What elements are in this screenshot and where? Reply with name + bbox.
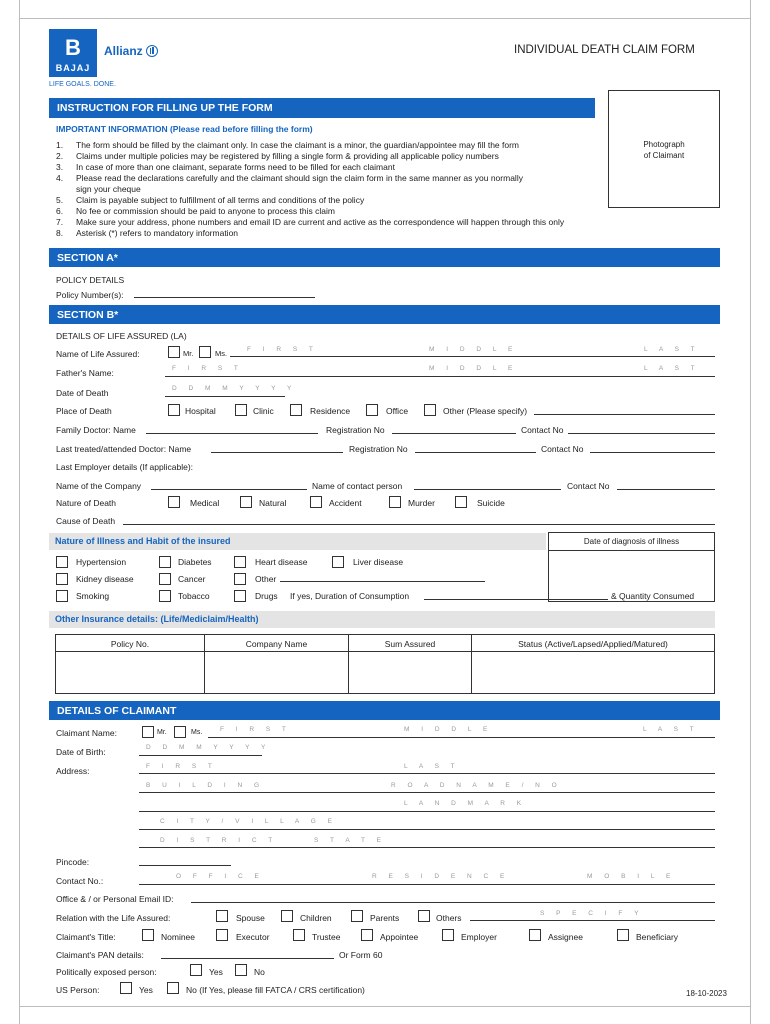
last-doctor-contact-label: Contact No bbox=[541, 444, 584, 454]
office-phone-placeholder: O F F I C E bbox=[176, 873, 264, 880]
drugs-label: Drugs bbox=[255, 591, 278, 601]
address-first-placeholder: F I R S T bbox=[146, 763, 217, 770]
last-doctor-reg-field[interactable] bbox=[415, 452, 536, 453]
city-placeholder: C I T Y / V I L L A G E bbox=[160, 818, 337, 825]
other-illness-label: Other bbox=[255, 574, 277, 584]
la-name-field[interactable] bbox=[230, 356, 715, 357]
murder-checkbox[interactable] bbox=[389, 496, 401, 508]
executor-checkbox[interactable] bbox=[216, 929, 228, 941]
photograph-label-2: of Claimant bbox=[643, 151, 685, 160]
address-line-2[interactable] bbox=[139, 792, 715, 793]
pep-no-label: No bbox=[254, 967, 265, 977]
dob-label: Date of Birth: bbox=[56, 747, 106, 757]
kidney-checkbox[interactable] bbox=[56, 573, 68, 585]
residence-checkbox[interactable] bbox=[290, 404, 302, 416]
last-employer-label: Last Employer details (If applicable): bbox=[56, 462, 194, 472]
other-place-checkbox[interactable] bbox=[424, 404, 436, 416]
pincode-label: Pincode: bbox=[56, 857, 90, 867]
father-name-label: Father's Name: bbox=[56, 368, 114, 378]
family-doctor-contact-field[interactable] bbox=[568, 433, 715, 434]
other-place-label: Other (Please specify) bbox=[443, 406, 528, 416]
other-insurance-heading: Other Insurance details: (Life/Mediclaim/Health) bbox=[49, 611, 715, 628]
policy-no-header: Policy No. bbox=[110, 639, 150, 649]
us-no-checkbox[interactable] bbox=[167, 982, 179, 994]
company-name-cell[interactable] bbox=[205, 635, 349, 694]
beneficiary-label: Beneficiary bbox=[636, 932, 679, 942]
children-checkbox[interactable] bbox=[281, 910, 293, 922]
residence-label: Residence bbox=[310, 406, 351, 416]
diabetes-checkbox[interactable] bbox=[159, 556, 171, 568]
diabetes-label: Diabetes bbox=[178, 557, 212, 567]
frame-top bbox=[19, 18, 751, 19]
specify-placeholder: S P E C I F Y bbox=[540, 910, 644, 917]
clinic-checkbox[interactable] bbox=[235, 404, 247, 416]
dod-placeholder: D D M M Y Y Y Y bbox=[172, 385, 297, 392]
nominee-label: Nominee bbox=[161, 932, 196, 942]
suicide-checkbox[interactable] bbox=[455, 496, 467, 508]
us-yes-checkbox[interactable] bbox=[120, 982, 132, 994]
dob-field[interactable] bbox=[139, 755, 262, 756]
pep-yes-checkbox[interactable] bbox=[190, 964, 202, 976]
title-label: Claimant's Title: bbox=[56, 932, 116, 942]
father-last-placeholder: L A S T bbox=[644, 365, 700, 372]
bajaj-logo-text: BAJAJ bbox=[55, 63, 91, 73]
hypertension-checkbox[interactable] bbox=[56, 556, 68, 568]
contact-no-field[interactable] bbox=[139, 884, 715, 885]
instruction-item: sign your cheque bbox=[76, 184, 141, 194]
claimant-ms-label: Ms. bbox=[191, 729, 203, 736]
employer-contact-field[interactable] bbox=[617, 489, 715, 490]
instruction-item: 4. Please read the declarations carefully and the claimant should sign the claim form in the same manner as you normally bbox=[56, 173, 523, 183]
claimant-middle-placeholder: M I D D L E bbox=[404, 726, 493, 733]
photograph-label: Photograph bbox=[643, 140, 685, 149]
family-doctor-reg-field[interactable] bbox=[392, 433, 516, 434]
other-insurance-table bbox=[55, 634, 715, 694]
address-line-3[interactable] bbox=[139, 811, 715, 812]
us-no-label: No (If Yes, please fill FATCA / CRS certification) bbox=[186, 985, 365, 995]
liver-label: Liver disease bbox=[353, 557, 404, 567]
section-a-heading: SECTION A* bbox=[49, 248, 720, 267]
trustee-checkbox[interactable] bbox=[293, 929, 305, 941]
relation-specify-field[interactable] bbox=[470, 920, 715, 921]
family-doctor-contact-label: Contact No bbox=[521, 425, 564, 435]
hospital-label: Hospital bbox=[185, 406, 216, 416]
state-placeholder: S T A T E bbox=[314, 837, 386, 844]
other-illness-checkbox[interactable] bbox=[234, 573, 246, 585]
claimant-name-label: Claimant Name: bbox=[56, 728, 117, 738]
cancer-label: Cancer bbox=[178, 574, 206, 584]
cause-of-death-label: Cause of Death bbox=[56, 516, 116, 526]
bajaj-logo bbox=[49, 29, 97, 77]
beneficiary-checkbox[interactable] bbox=[617, 929, 629, 941]
company-name-label: Name of the Company bbox=[56, 481, 142, 491]
company-name-field[interactable] bbox=[151, 489, 307, 490]
last-doctor-reg-label: Registration No bbox=[349, 444, 408, 454]
children-label: Children bbox=[300, 913, 332, 923]
mobile-phone-placeholder: M O B I L E bbox=[587, 873, 676, 880]
tobacco-checkbox[interactable] bbox=[159, 590, 171, 602]
relation-label: Relation with the Life Assured: bbox=[56, 913, 171, 923]
road-placeholder: R O A D N A M E / N O bbox=[391, 782, 562, 789]
pan-label: Claimant's PAN details: bbox=[56, 950, 144, 960]
father-middle-placeholder: M I D D L E bbox=[429, 365, 518, 372]
last-doctor-field[interactable] bbox=[211, 452, 343, 453]
drugs-checkbox[interactable] bbox=[234, 590, 246, 602]
parents-label: Parents bbox=[370, 913, 400, 923]
natural-checkbox[interactable] bbox=[240, 496, 252, 508]
illness-heading: Nature of Illness and Habit of the insured bbox=[49, 533, 546, 550]
form60-label: Or Form 60 bbox=[339, 950, 383, 960]
last-doctor-contact-field[interactable] bbox=[590, 452, 715, 453]
trustee-label: Trustee bbox=[312, 932, 341, 942]
policy-numbers-field[interactable] bbox=[134, 297, 315, 298]
instruction-item: 6. No fee or commission should be paid to anyone to process this claim bbox=[56, 206, 335, 216]
family-doctor-reg-label: Registration No bbox=[326, 425, 385, 435]
residence-phone-placeholder: R E S I D E N C E bbox=[372, 873, 510, 880]
email-label: Office & / or Personal Email ID: bbox=[56, 894, 174, 904]
other-insurance-table-divider bbox=[56, 651, 714, 652]
family-doctor-label: Family Doctor: Name bbox=[56, 425, 136, 435]
place-of-death-label: Place of Death bbox=[56, 406, 112, 416]
name-la-label: Name of Life Assured: bbox=[56, 349, 140, 359]
claimant-name-field[interactable] bbox=[208, 737, 715, 738]
claimant-last-placeholder: L A S T bbox=[643, 726, 699, 733]
sum-assured-header: Sum Assured bbox=[384, 639, 436, 649]
us-person-label: US Person: bbox=[56, 985, 100, 995]
section-b-heading: SECTION B* bbox=[49, 305, 720, 324]
details-la-label: DETAILS OF LIFE ASSURED (LA) bbox=[56, 331, 187, 341]
liver-checkbox[interactable] bbox=[332, 556, 344, 568]
ms-label: Ms. bbox=[215, 349, 228, 358]
executor-label: Executor bbox=[236, 932, 270, 942]
hypertension-label: Hypertension bbox=[76, 557, 127, 567]
family-doctor-field[interactable] bbox=[146, 433, 318, 434]
contact-no-label: Contact No.: bbox=[56, 876, 104, 886]
employer-label: Employer bbox=[461, 932, 497, 942]
heart-label: Heart disease bbox=[255, 557, 308, 567]
important-info-heading: IMPORTANT INFORMATION (Please read before filling the form) bbox=[56, 124, 313, 134]
cancer-checkbox[interactable] bbox=[159, 573, 171, 585]
us-yes-label: Yes bbox=[139, 985, 153, 995]
allianz-name: Allianz bbox=[104, 44, 143, 58]
company-name-header: Company Name bbox=[245, 639, 308, 649]
pincode-field[interactable] bbox=[139, 865, 231, 866]
dob-placeholder: D D M M Y Y Y Y bbox=[146, 744, 271, 751]
policy-no-cell[interactable] bbox=[56, 635, 205, 694]
instructions-heading: INSTRUCTION FOR FILLING UP THE FORM bbox=[49, 98, 595, 118]
contact-person-label: Name of contact person bbox=[312, 481, 403, 491]
other-place-field[interactable] bbox=[534, 414, 715, 415]
status-header: Status (Active/Lapsed/Applied/Matured) bbox=[518, 639, 668, 649]
mr-label: Mr. bbox=[183, 349, 194, 358]
others-label: Others bbox=[436, 913, 462, 923]
medical-checkbox[interactable] bbox=[168, 496, 180, 508]
smoking-checkbox[interactable] bbox=[56, 590, 68, 602]
allianz-eagle-icon bbox=[146, 45, 158, 57]
frame-bottom bbox=[19, 1006, 751, 1007]
address-line-1[interactable] bbox=[139, 773, 715, 774]
table-row bbox=[56, 635, 715, 694]
claimant-heading: DETAILS OF CLAIMANT bbox=[49, 701, 720, 720]
appointee-checkbox[interactable] bbox=[361, 929, 373, 941]
instruction-list bbox=[56, 140, 646, 239]
medical-label: Medical bbox=[190, 498, 220, 508]
accident-label: Accident bbox=[329, 498, 362, 508]
others-checkbox[interactable] bbox=[418, 910, 430, 922]
claimant-first-placeholder: F I R S T bbox=[220, 726, 291, 733]
policy-details-label: POLICY DETAILS bbox=[56, 275, 125, 285]
appointee-label: Appointee bbox=[380, 932, 419, 942]
spouse-checkbox[interactable] bbox=[216, 910, 228, 922]
contact-person-field[interactable] bbox=[414, 489, 561, 490]
bajaj-logo-mark: B bbox=[65, 35, 81, 60]
pep-label: Politically exposed person: bbox=[56, 967, 157, 977]
address-line-4[interactable] bbox=[139, 829, 715, 830]
claimant-ms-checkbox[interactable] bbox=[174, 726, 186, 738]
instruction-item: 3. In case of more than one claimant, separate forms need to be filled for each claimant bbox=[56, 162, 395, 172]
pep-no-checkbox[interactable] bbox=[235, 964, 247, 976]
frame-right bbox=[750, 0, 751, 1024]
office-checkbox[interactable] bbox=[366, 404, 378, 416]
allianz-logo bbox=[104, 44, 158, 58]
ms-checkbox[interactable] bbox=[199, 346, 211, 358]
status-cell[interactable] bbox=[472, 635, 715, 694]
heart-checkbox[interactable] bbox=[234, 556, 246, 568]
hospital-checkbox[interactable] bbox=[168, 404, 180, 416]
tobacco-label: Tobacco bbox=[178, 591, 210, 601]
pep-yes-label: Yes bbox=[209, 967, 223, 977]
frame-left bbox=[19, 0, 20, 1024]
nominee-checkbox[interactable] bbox=[142, 929, 154, 941]
district-placeholder: D I S T R I C T bbox=[160, 837, 278, 844]
claimant-mr-checkbox[interactable] bbox=[142, 726, 154, 738]
natural-label: Natural bbox=[259, 498, 287, 508]
address-last-placeholder: L A S T bbox=[404, 763, 460, 770]
duration-field[interactable] bbox=[424, 599, 608, 600]
policy-numbers-label: Policy Number(s): bbox=[56, 290, 124, 300]
email-field[interactable] bbox=[191, 902, 715, 903]
nature-of-death-label: Nature of Death bbox=[56, 498, 117, 508]
suicide-label: Suicide bbox=[477, 498, 505, 508]
assignee-label: Assignee bbox=[548, 932, 583, 942]
la-last-placeholder: L A S T bbox=[644, 346, 700, 353]
la-first-placeholder: F I R S T bbox=[247, 346, 318, 353]
kidney-label: Kidney disease bbox=[76, 574, 134, 584]
la-middle-placeholder: M I D D L E bbox=[429, 346, 518, 353]
pan-field[interactable] bbox=[161, 958, 334, 959]
address-label: Address: bbox=[56, 766, 90, 776]
duration-label: If yes, Duration of Consumption bbox=[290, 591, 410, 601]
last-doctor-label: Last treated/attended Doctor: Name bbox=[56, 444, 192, 454]
tagline: LIFE GOALS. DONE. bbox=[49, 81, 116, 88]
dod-label: Date of Death bbox=[56, 388, 109, 398]
instruction-item: 1. The form should be filled by the claimant only. In case the claimant is a minor, the guardian/appointee may fill the form bbox=[56, 140, 520, 150]
smoking-label: Smoking bbox=[76, 591, 110, 601]
father-name-field[interactable] bbox=[165, 376, 715, 377]
other-illness-field[interactable] bbox=[280, 581, 485, 582]
form-date-code: 18-10-2023 bbox=[686, 989, 727, 998]
parents-checkbox[interactable] bbox=[351, 910, 363, 922]
accident-checkbox[interactable] bbox=[310, 496, 322, 508]
dod-field[interactable] bbox=[165, 396, 285, 397]
office-label: Office bbox=[386, 406, 409, 416]
instruction-item: 8. Asterisk (*) refers to mandatory information bbox=[56, 228, 239, 238]
cause-of-death-field[interactable] bbox=[123, 524, 715, 525]
spouse-label: Spouse bbox=[236, 913, 265, 923]
father-first-placeholder: F I R S T bbox=[172, 365, 243, 372]
building-placeholder: B U I L D I N G bbox=[146, 782, 265, 789]
employer-contact-label: Contact No bbox=[567, 481, 610, 491]
landmark-placeholder: L A N D M A R K bbox=[404, 800, 527, 807]
murder-label: Murder bbox=[408, 498, 435, 508]
assignee-checkbox[interactable] bbox=[529, 929, 541, 941]
quantity-label: & Quantity Consumed bbox=[611, 591, 695, 601]
instruction-item: 2. Claims under multiple policies may be registered by filling a single form & providing all applicable policy numbers bbox=[56, 151, 499, 161]
employer-checkbox[interactable] bbox=[442, 929, 454, 941]
instruction-item: 5. Claim is payable subject to fulfillment of all terms and conditions of the policy bbox=[56, 195, 365, 205]
sum-assured-cell[interactable] bbox=[349, 635, 472, 694]
diagnosis-date-heading: Date of diagnosis of illness bbox=[549, 533, 714, 551]
address-line-5[interactable] bbox=[139, 847, 715, 848]
form-title: INDIVIDUAL DEATH CLAIM FORM bbox=[514, 44, 695, 56]
claimant-mr-label: Mr. bbox=[157, 729, 167, 736]
instruction-item: 7. Make sure your address, phone numbers and email ID are current and active as the correspondence will happen through this only bbox=[56, 217, 565, 227]
clinic-label: Clinic bbox=[253, 406, 274, 416]
mr-checkbox[interactable] bbox=[168, 346, 180, 358]
